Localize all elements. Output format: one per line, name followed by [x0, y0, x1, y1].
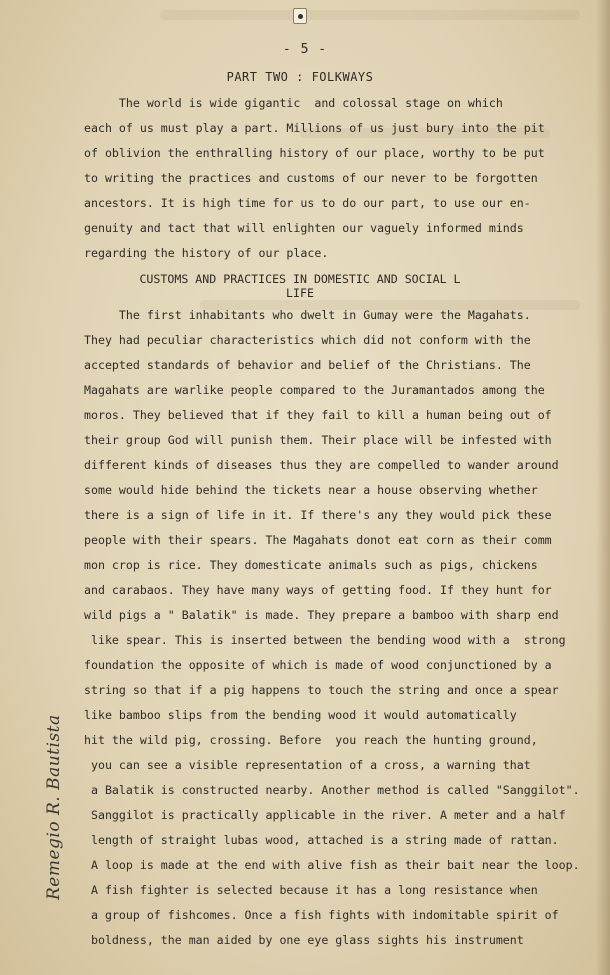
- body-paragraph: [84, 303, 604, 953]
- section-title-line: CUSTOMS AND PRACTICES IN DOMESTIC AND SOCIAL L: [139, 272, 461, 286]
- text-line: genuity and tact that will enlighten our vaguely informed minds: [84, 221, 524, 235]
- text-line: accepted standards of behavior and belief of the Christians. The: [84, 358, 531, 372]
- text-line: each of us must play a part. Millions of us just bury into the pit: [84, 121, 545, 135]
- text-line: a group of fishcomes. Once a fish fights with indomitable spirit of: [84, 908, 559, 922]
- text-line: a Balatik is constructed nearby. Another method is called "Sanggilot".: [84, 783, 580, 797]
- text-line: ancestors. It is high time for us to do our part, to use our en-: [84, 196, 531, 210]
- text-line: to writing the practices and customs of our never to be forgotten: [84, 171, 538, 185]
- handwritten-signature: Remegio R. Bautista: [44, 714, 64, 900]
- text-line: like spear. This is inserted between the bending wood with a strong: [84, 633, 566, 647]
- text-line: A loop is made at the end with alive fish as their bait near the loop.: [84, 858, 580, 872]
- section-title-line: LIFE: [286, 286, 314, 300]
- binding-hole-icon: [293, 8, 307, 24]
- text-line: string so that if a pig happens to touch the string and once a spear: [84, 683, 559, 697]
- text-line: The world is wide gigantic and colossal stage on which: [84, 96, 503, 110]
- text-line: some would hide behind the tickets near a house observing whether: [84, 483, 538, 497]
- text-line: length of straight lubas wood, attached is a string made of rattan.: [84, 833, 559, 847]
- bleed-through: [160, 10, 580, 20]
- section-title: [0, 272, 600, 300]
- text-line: there is a sign of life in it. If there's any they would pick these: [84, 508, 552, 522]
- text-line: regarding the history of our place.: [84, 246, 329, 260]
- text-line: moros. They believed that if they fail to kill a human being out of: [84, 408, 552, 422]
- text-line: mon crop is rice. They domesticate animals such as pigs, chickens: [84, 558, 538, 572]
- intro-paragraph: [84, 91, 604, 266]
- text-line: A fish fighter is selected because it has a long resistance when: [84, 883, 538, 897]
- text-line: boldness, the man aided by one eye glass sights his instrument: [84, 933, 524, 947]
- text-line: The first inhabitants who dwelt in Gumay were the Magahats.: [84, 308, 531, 322]
- text-line: wild pigs a " Balatik" is made. They prepare a bamboo with sharp end: [84, 608, 559, 622]
- text-line: foundation the opposite of which is made of wood conjunctioned by a: [84, 658, 552, 672]
- page-number: - 5 -: [282, 42, 328, 57]
- text-line: their group God will punish them. Their place will be infested with: [84, 433, 552, 447]
- text-line: and carabaos. They have many ways of getting food. If they hunt for: [84, 583, 552, 597]
- text-line: They had peculiar characteristics which did not conform with the: [84, 333, 531, 347]
- text-line: like bamboo slips from the bending wood it would automatically: [84, 708, 517, 722]
- text-line: you can see a visible representation of a cross, a warning that: [84, 758, 531, 772]
- text-line: hit the wild pig, crossing. Before you reach the hunting ground,: [84, 733, 538, 747]
- part-title: PART TWO : FOLKWAYS: [226, 70, 374, 84]
- text-line: Magahats are warlike people compared to the Juramantados among the: [84, 383, 545, 397]
- text-line: Sanggilot is practically applicable in the river. A meter and a half: [84, 808, 566, 822]
- text-line: of oblivion the enthralling history of our place, worthy to be put: [84, 146, 545, 160]
- text-line: people with their spears. The Magahats donot eat corn as their comm: [84, 533, 552, 547]
- text-line: different kinds of diseases thus they are compelled to wander around: [84, 458, 559, 472]
